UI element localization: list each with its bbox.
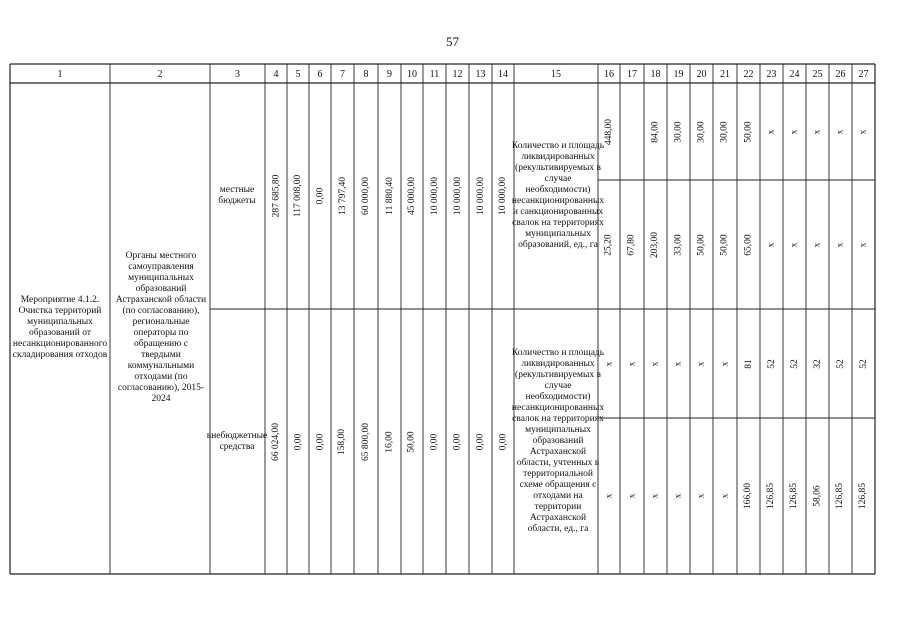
header-col-27: 27 xyxy=(858,69,869,80)
amount-local-col-11: 10 000,00 xyxy=(429,177,440,215)
indicator-2-row-2-col-24: 126,85 xyxy=(789,482,800,510)
indicator-1-row-1-col-20: 30,00 xyxy=(696,120,707,143)
header-col-16: 16 xyxy=(604,69,614,80)
measure-cell: Мероприятие 4.1.2. Очистка территорий муниципальных образований от несанкционированного складирования отходов xyxy=(12,295,108,360)
indicator-2-row-1-col-27: 52 xyxy=(858,358,869,369)
header-col-7: 7 xyxy=(340,69,345,80)
amount-local-col-9: 11 880,40 xyxy=(384,177,395,215)
amount-extra-col-5: 0,00 xyxy=(293,433,303,450)
indicator-2-row-1-col-24: 52 xyxy=(789,358,800,369)
header-col-20: 20 xyxy=(696,69,707,80)
indicator-2-row-1-col-19: x xyxy=(673,361,684,366)
indicator-2-row-1-col-25: 32 xyxy=(812,358,823,369)
header-col-5: 5 xyxy=(295,69,301,80)
indicator-2-row-2-col-20: x xyxy=(696,493,707,499)
indicator-1-row-1-col-24: x xyxy=(789,129,800,134)
header-col-21: 21 xyxy=(720,69,730,80)
indicator-1-row-2-col-25: x xyxy=(812,242,823,247)
header-col-2: 2 xyxy=(157,69,163,80)
header-col-22: 22 xyxy=(743,69,754,80)
header-col-3: 3 xyxy=(235,69,240,80)
header-col-17: 17 xyxy=(627,69,637,80)
indicator-1-row-1-col-19: 30,00 xyxy=(673,120,684,143)
header-col-15: 15 xyxy=(551,69,561,80)
indicator-1-row-1-col-25: x xyxy=(812,129,823,134)
header-col-11: 11 xyxy=(429,69,440,80)
indicator-1-row-1-col-16: 448,00 xyxy=(604,118,614,145)
amount-local-col-4: 287 685,80 xyxy=(271,174,281,218)
indicator-1-row-2-col-22: 65,00 xyxy=(743,233,754,256)
indicator-2-row-2-col-19: x xyxy=(673,493,684,499)
indicator-1-row-1-col-26: x xyxy=(835,129,846,134)
header-col-8: 8 xyxy=(363,69,369,80)
indicator-1-row-1-col-23: x xyxy=(766,129,777,134)
indicator-1-row-1-col-21: 30,00 xyxy=(720,120,730,143)
amount-extra-col-4: 66 024,00 xyxy=(271,422,281,461)
amount-extra-col-13: 0,00 xyxy=(475,433,486,450)
indicator-2-row-2-col-22: 166,00 xyxy=(743,482,754,510)
header-col-13: 13 xyxy=(475,69,486,80)
amount-extra-col-10: 50,00 xyxy=(407,430,417,453)
amount-local-col-14: 10 000,00 xyxy=(498,177,508,215)
indicator-2-row-2-col-16: x xyxy=(604,493,614,499)
amount-local-col-13: 10 000,00 xyxy=(475,177,486,215)
header-col-18: 18 xyxy=(650,69,661,80)
indicator-1-row-2-col-23: x xyxy=(766,242,777,247)
source-extrabudgetary: внебюджетные средства xyxy=(206,430,268,452)
indicator-1-row-2-col-24: x xyxy=(789,242,800,247)
amount-extra-col-6: 0,00 xyxy=(315,433,325,450)
header-col-26: 26 xyxy=(835,69,846,80)
indicator-2-row-1-col-22: 81 xyxy=(743,358,754,369)
header-col-19: 19 xyxy=(673,69,684,80)
indicator-2-row-2-col-27: 126,85 xyxy=(858,482,869,510)
indicator-2-row-2-col-23: 126,85 xyxy=(766,482,777,510)
indicator-1-row-2-col-20: 50,00 xyxy=(696,233,707,256)
indicator-2-row-1-col-20: x xyxy=(696,361,707,366)
indicator-1-row-2-col-21: 50,00 xyxy=(720,233,730,256)
header-col-12: 12 xyxy=(452,69,463,80)
indicator-2-row-1-col-16: x xyxy=(604,361,614,366)
amount-extra-col-8: 65 800,00 xyxy=(361,422,371,461)
amount-local-col-7: 13 797,40 xyxy=(337,177,348,215)
indicator-2-row-2-col-21: x xyxy=(720,493,730,499)
header-col-24: 24 xyxy=(789,69,800,80)
indicator-1-row-1-col-18: 84,00 xyxy=(650,120,661,143)
indicator-1-row-2-col-18: 203,00 xyxy=(650,231,661,258)
amount-local-col-6: 0,00 xyxy=(315,187,325,205)
indicator-2-row-2-col-25: 58,06 xyxy=(812,485,823,507)
amount-extra-col-14: 0,00 xyxy=(498,433,508,450)
indicator-2-row-2-col-26: 126,85 xyxy=(835,482,846,510)
indicator-1-row-2-col-27: x xyxy=(858,242,869,247)
indicator-2-row-1-col-23: 52 xyxy=(766,358,777,369)
indicator-1-row-2-col-17: 67,80 xyxy=(627,233,637,256)
amount-local-col-8: 60 000,00 xyxy=(361,177,371,215)
header-col-6: 6 xyxy=(317,69,323,80)
header-col-23: 23 xyxy=(766,69,777,80)
amount-extra-col-7: 158,00 xyxy=(337,428,348,455)
indicator-2-row-1-col-17: x xyxy=(627,361,637,366)
header-col-9: 9 xyxy=(387,69,392,80)
header-col-10: 10 xyxy=(407,69,417,80)
amount-local-col-5: 117 008,00 xyxy=(293,174,303,218)
amount-local-col-10: 45 000,00 xyxy=(407,177,417,215)
header-col-25: 25 xyxy=(812,69,823,80)
amount-extra-col-12: 0,00 xyxy=(452,433,463,450)
amount-extra-col-11: 0,00 xyxy=(429,433,440,450)
indicator-1-row-1-col-17 xyxy=(620,83,644,180)
header-col-1: 1 xyxy=(57,69,63,80)
indicator-1-text: Количество и площадь ликвидированных (рекультивируемых в случае необходимости) несанкционированных и санкционированных свалок на территориях муниципальных образований, ед., га xyxy=(511,140,605,250)
indicator-2-row-2-col-17: x xyxy=(627,493,637,499)
indicator-2-row-1-col-21: x xyxy=(720,361,730,366)
amount-extra-col-9: 16,00 xyxy=(384,430,395,453)
indicator-1-row-1-col-22: 50,00 xyxy=(743,120,754,143)
page-number: 57 xyxy=(446,34,459,49)
indicator-1-row-2-col-26: x xyxy=(835,242,846,247)
amount-local-col-12: 10 000,00 xyxy=(452,177,463,215)
source-local-budgets: местные бюджеты xyxy=(218,184,256,206)
indicator-2-row-1-col-18: x xyxy=(650,361,661,366)
indicator-1-row-2-col-19: 33,00 xyxy=(673,233,684,256)
executor-cell: Органы местного самоуправления муниципальных образований Астраханской области (по согласованию), региональные операторы по обращению с твердыми коммунальными отходами (по согласованию), 2015-2024 xyxy=(115,251,207,404)
indicator-2-text: Количество и площадь ликвидированных (рекультивируемых в случае необходимости) несанкционированных свалок на территориях муниципальных образований Астраханской области, учтенных в территориальной схеме обращения с отходами на территории Астраханской области, ед., га xyxy=(511,348,605,534)
indicator-2-row-1-col-26: 52 xyxy=(835,358,846,369)
header-col-4: 4 xyxy=(273,69,279,80)
header-col-14: 14 xyxy=(498,69,508,80)
indicator-2-row-2-col-18: x xyxy=(650,493,661,499)
indicator-1-row-2-col-16: 25,20 xyxy=(604,233,614,256)
indicator-1-row-1-col-27: x xyxy=(858,129,869,134)
